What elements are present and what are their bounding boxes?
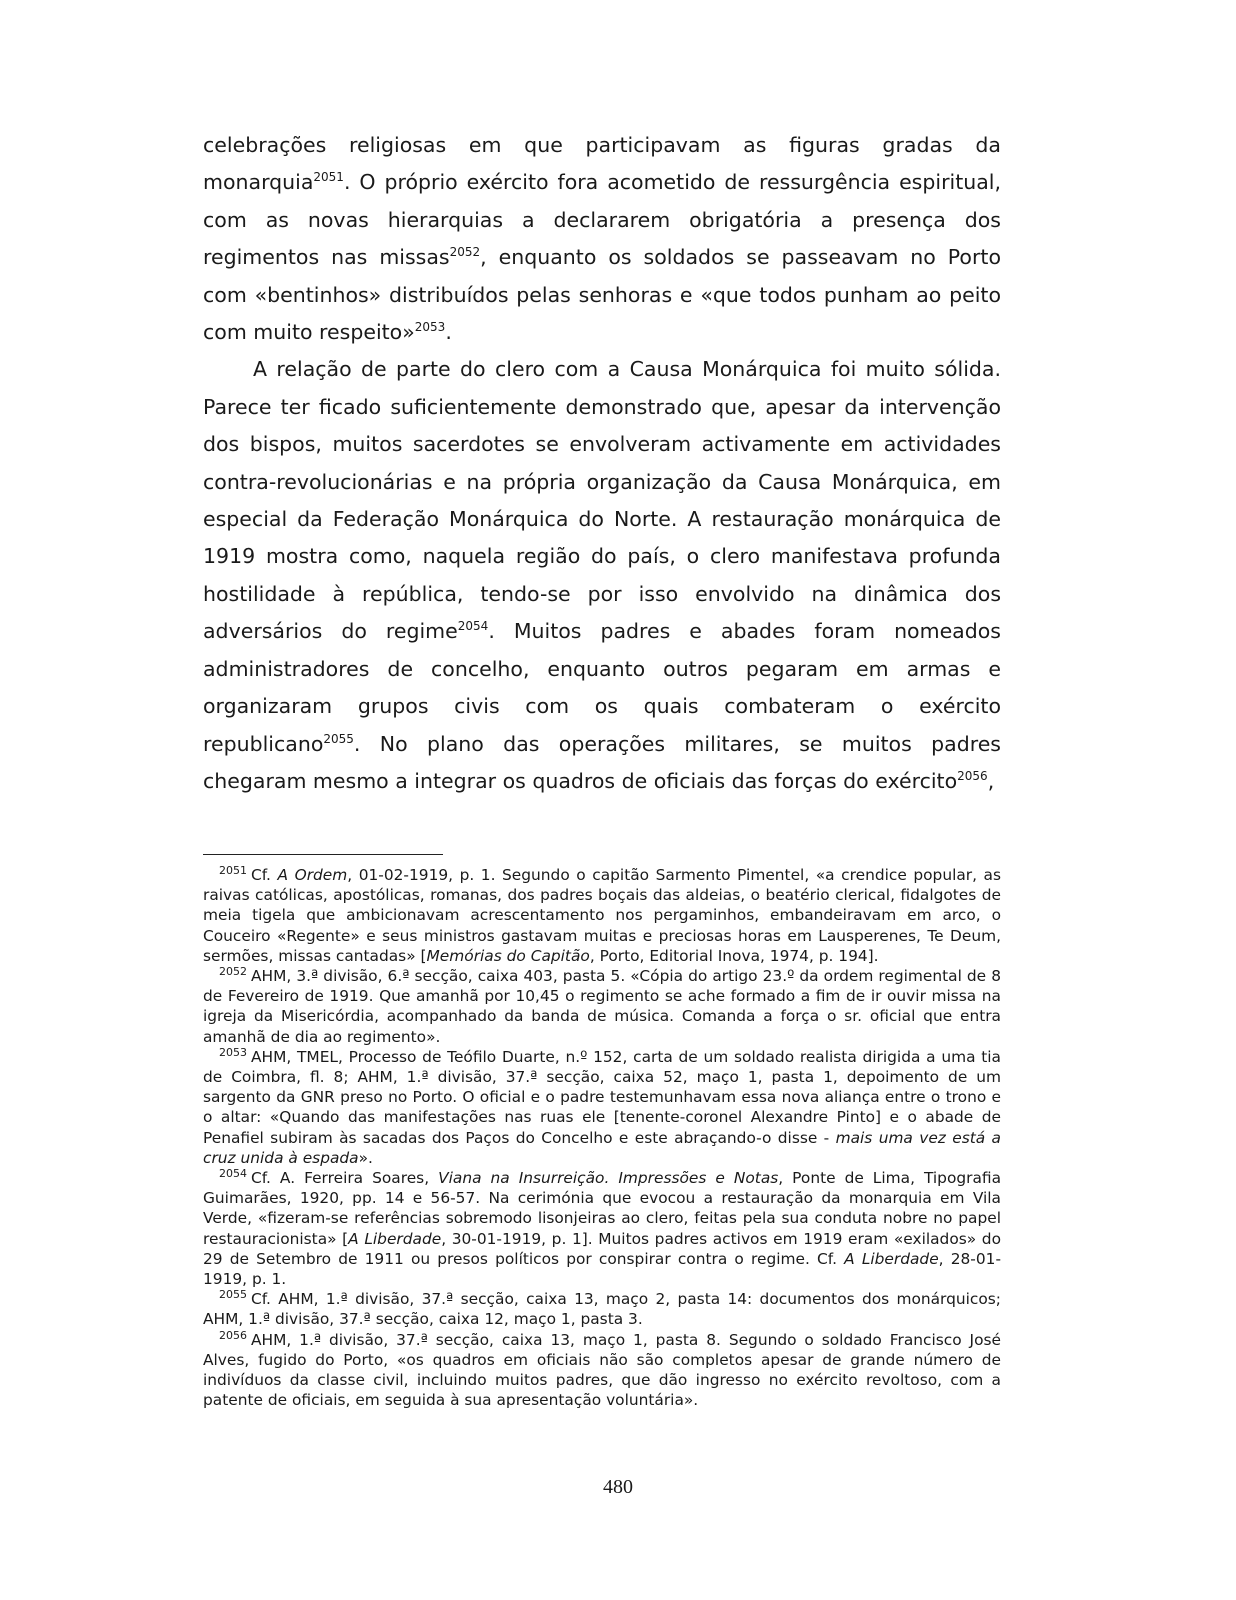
- footnote-reference[interactable]: 2056: [957, 768, 988, 783]
- footnote-text: ».: [358, 1148, 373, 1167]
- paragraph-text: A relação de parte do clero com a Causa Monárquica foi muito sólida. Parece ter ficado suficientemente demonstrado que, apesar da intervenção dos bispos, muitos sacerdotes se envolveram activamente em actividades contra-revolucionárias e na própria organização da Causa Monárquica, em especial da Federação Monárquica do Norte. A restauração monárquica de 1919 mostra como, naquela região do país, o clero manifestava profunda hostilidade à república, tendo-se por isso envolvido na dinâmica dos adversários do regime: [203, 357, 1001, 644]
- paragraph-text: ,: [987, 768, 995, 793]
- footnote-reference[interactable]: 2054: [457, 619, 489, 634]
- footnote-reference[interactable]: 2051: [313, 170, 344, 185]
- footnote-number: 2051: [219, 864, 247, 877]
- footnote-number: 2056: [219, 1328, 247, 1342]
- footnotes: [203, 865, 1001, 1410]
- paragraph-2: [203, 351, 1001, 800]
- footnote-2053: [203, 1047, 1001, 1168]
- footnote-title: Viana na Insurreição. Impressões e Notas: [438, 1169, 779, 1188]
- paragraph-text: .: [445, 320, 452, 345]
- footnote-title: A Liberdade: [348, 1229, 442, 1248]
- footnote-quote: mais uma vez está a cruz unida à espada: [203, 1128, 1001, 1167]
- footnote-text: , Porto, Editorial Inova, 1974, p. 194].: [589, 946, 879, 965]
- footnote-number: 2052: [219, 965, 247, 979]
- footnote-2056: [203, 1330, 1001, 1411]
- footnote-title: Memórias do Capitão: [426, 946, 590, 965]
- footnote-2051: [203, 865, 1001, 966]
- paragraph-text: . No plano das operações militares, se muitos padres chegaram mesmo a integrar os quadros de oficiais das forças do exército: [203, 731, 1001, 793]
- footnote-text: AHM, 1.ª divisão, 37.ª secção, caixa 13, maço 1, pasta 8. Segundo o soldado Francisco José Alves, fugido do Porto, «os quadros em oficiais não são completos apesar de grande número de indivíduos da classe civil, incluindo muitos padres, que dão ingresso no exército revoltoso, com a patente de oficiais, em seguida à sua apresentação voluntária».: [203, 1330, 1001, 1410]
- footnote-number: 2054: [219, 1167, 247, 1181]
- paragraph-text: . O próprio exército fora acometido de ressurgência espiritual, com as novas hierarquias a declararem obrigatória a presença dos regimentos nas missas: [203, 170, 1001, 270]
- footnote-2055: [203, 1289, 1001, 1329]
- paragraph-1: [203, 127, 1001, 351]
- footnote-text: , 28-01-1919, p. 1.: [203, 1249, 1001, 1289]
- footnote-text: Cf. A. Ferreira Soares,: [251, 1169, 439, 1188]
- paragraph-text: celebrações religiosas em que participavam as figuras gradas da monarquia: [203, 133, 1001, 195]
- footnote-2052: [203, 966, 1001, 1047]
- footnote-text: , 30-01-1919, p. 1]. Muitos padres activos em 1919 eram «exilados» do 29 de Setembro de 1911 ou presos políticos por conspirar contra o regime. Cf.: [203, 1229, 1001, 1268]
- paragraph-text: . Muitos padres e abades foram nomeados administradores de concelho, enquanto outros pegaram em armas e organizaram grupos civis com os quais combateram o exército republicano: [203, 619, 1001, 756]
- footnote-text: , 01-02-1919, p. 1. Segundo o capitão Sarmento Pimentel, «a crendice popular, as raivas católicas, apostólicas, romanas, dos padres boçais das aldeias, o beatério clerical, fidalgotes de meia tigela que ambicionavam acrescentamento nos pergaminhos, embandeiravam em arco, o Couceiro «Regente» e seus ministros gastavam muitas e preciosas horas em Lausperenes, Te Deum, sermões, missas cantadas» [: [203, 866, 1002, 965]
- footnote-text: Cf.: [251, 866, 278, 884]
- footnote-text: Cf. AHM, 1.ª divisão, 37.ª secção, caixa 13, maço 2, pasta 14: documentos dos monárquicos; AHM, 1.ª divisão, 37.ª secção, caixa 12, maço 1, pasta 3.: [203, 1290, 1001, 1329]
- footnote-title: A Liberdade: [844, 1249, 939, 1268]
- footnote-2054: [203, 1168, 1001, 1289]
- footnote-title: A Ordem: [277, 866, 348, 884]
- footnote-separator: [203, 854, 443, 855]
- footnote-reference[interactable]: 2053: [414, 320, 446, 335]
- footnote-number: 2055: [219, 1288, 247, 1302]
- main-text: [203, 127, 1001, 800]
- footnote-reference[interactable]: 2052: [449, 245, 481, 260]
- paragraph-text: , enquanto os soldados se passeavam no Porto com «bentinhos» distribuídos pelas senhoras e «que todos punham ao peito com muito respeito»: [203, 245, 1001, 345]
- page-number: 480: [603, 1476, 633, 1498]
- footnote-text: AHM, 3.ª divisão, 6.ª secção, caixa 403, pasta 5. «Cópia do artigo 23.º da ordem regimental de 8 de Fevereiro de 1919. Que amanhã por 10,45 o regimento se ache formado a fim de ir ouvir missa na igreja da Misericórdia, acompanhado da banda de música. Comanda a força o sr. oficial que entra amanhã de dia ao regimento».: [203, 967, 1001, 1046]
- footnote-text: AHM, TMEL, Processo de Teófilo Duarte, n.º 152, carta de um soldado realista dirigida a uma tia de Coimbra, fl. 8; AHM, 1.ª divisão, 37.ª secção, caixa 52, maço 1, pasta 1, depoimento de um sargento da GNR preso no Porto. O oficial e o padre testemunhavam essa nova aliança entre o trono e o altar: «Quando das manifestações nas ruas ele [tenente-coronel Alexandre Pinto] e o abade de Penafiel subiram às sacadas dos Paços do Concelho e este abraçando-o disse -: [203, 1047, 1001, 1147]
- footnote-reference[interactable]: 2055: [323, 731, 354, 746]
- footnote-text: , Ponte de Lima, Tipografia Guimarães, 1920, pp. 14 e 56-57. Na cerimónia que evocou a restauração da monarquia em Vila Verde, «fizeram-se referências sobremodo lisonjeiras ao clero, feitas pela sua conduta nobre no papel restauracionista» [: [203, 1169, 1002, 1248]
- footnote-number: 2053: [219, 1045, 247, 1059]
